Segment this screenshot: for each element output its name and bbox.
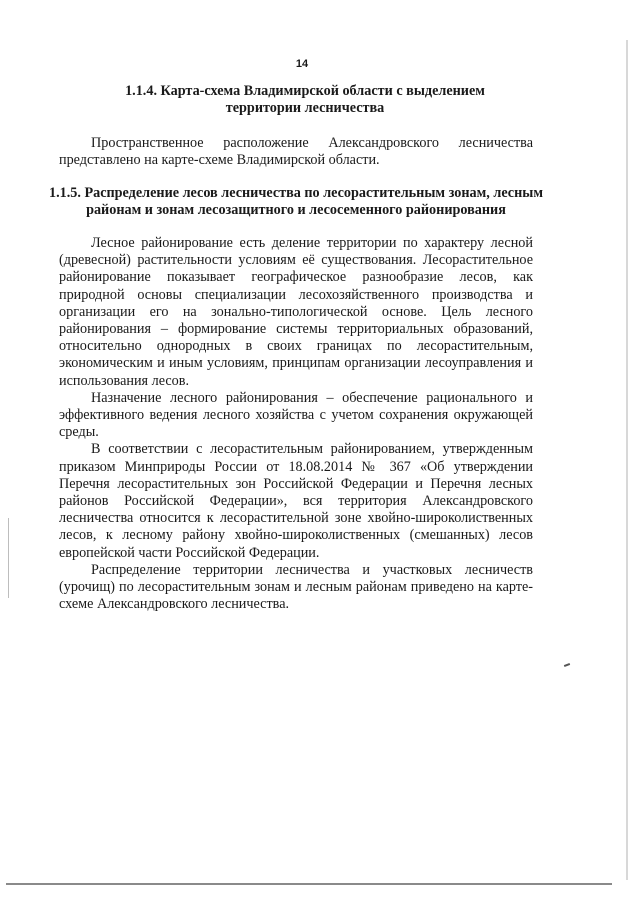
heading-line: территории лесничества bbox=[225, 100, 385, 116]
heading-line: 1.1.4. Карта-схема Владимирской области с выделением bbox=[125, 83, 485, 99]
heading-line: 1.1.5. Распределение лесов лесничества по лесорастительным зонам, лесным bbox=[48, 185, 544, 201]
section-body-1-1-5 bbox=[59, 235, 533, 613]
paragraph-distribution: Распределение территории лесничества и участковых лесничеств (урочищ) по лесорастительным зонам и лесным районам приведено на карте-схеме Александровского лесничества. bbox=[59, 561, 533, 613]
paragraph-forest-zoning: Лесное районирование есть деление территории по характеру лесной (древесной) растительности условиям её существования. Лесорастительное районирование показывает географическое разнообразие лесов, как природной основы специализации лесохозяйственного производства и организации его на зонально-типологической основе. Цель лесного районирования – формирование системы территориальных образований, относительно однородных в своих границах по лесорастительным, экономическим и иным условиям, принципам организации лесоуправления и использования лесов. bbox=[59, 235, 533, 389]
section-heading-1-1-4 bbox=[70, 83, 540, 117]
paragraph-location: Пространственное расположение Александровского лесничества представлено на карте-схеме Владимирской области. bbox=[59, 135, 533, 169]
section-heading-1-1-5 bbox=[30, 185, 562, 219]
scan-edge-line bbox=[626, 40, 628, 880]
page-number: 14 bbox=[295, 58, 309, 70]
paragraph-order-reference: В соответствии с лесорастительным районированием, утвержденным приказом Минприроды России от 18.08.2014 № 367 «Об утверждении Перечня лесорастительных зон Российской Федерации и Перечня лесных районов Российской Федерации», вся территория Александровского лесничества относится к лесорастительной зоне хвойно-широколиственных лесов, к лесному району хвойно-широколиственных (смешанных) лесов европейской части Российской Федерации. bbox=[59, 441, 533, 561]
scan-bottom-edge bbox=[6, 883, 612, 885]
scan-margin-mark bbox=[8, 518, 9, 598]
paragraph-zoning-purpose: Назначение лесного районирования – обеспечение рационального и эффективного ведения лесного хозяйства с учетом сохранения окружающей среды. bbox=[59, 389, 533, 441]
scan-speck bbox=[564, 663, 570, 667]
heading-line: районам и зонам лесозащитного и лесосеменного районирования bbox=[86, 202, 506, 218]
